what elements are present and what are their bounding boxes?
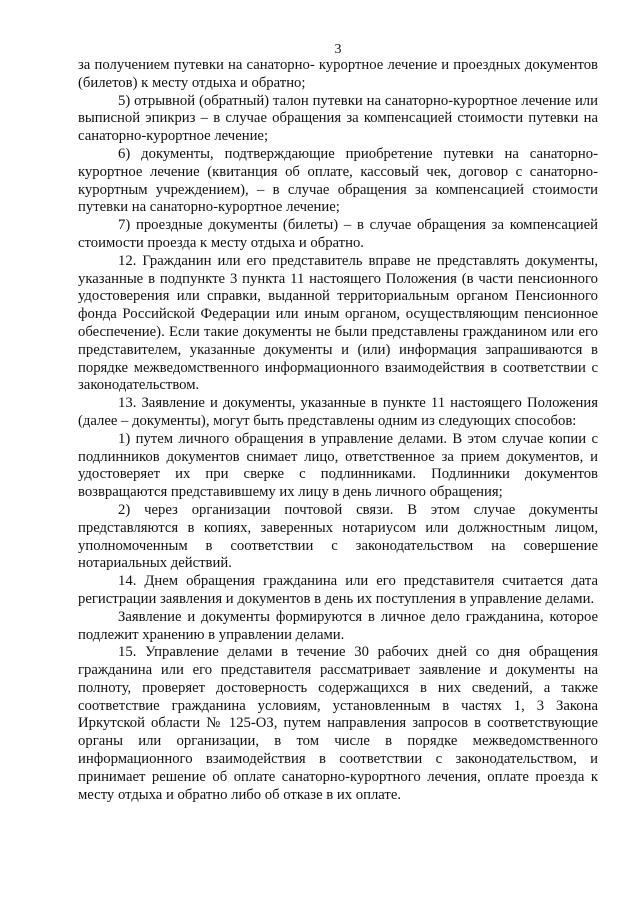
paragraph-item-5: 5) отрывной (обратный) талон путевки на санаторно-курортное лечение или выписной эпикриз – в случае обращения за компенсацией стоимости путевки на санаторно-курортное лечение;: [78, 92, 598, 145]
document-page: [78, 0, 598, 905]
paragraph-clause-13: 13. Заявление и документы, указанные в пункте 11 настоящего Положения (далее – документы), могут быть представлены одним из следующих способов:: [78, 395, 598, 429]
document-body: [78, 57, 598, 804]
paragraph-clause-12: 12. Гражданин или его представитель вправе не представлять документы, указанные в подпункте 3 пункта 11 настоящего Положения (в части пенсионного удостоверения или справки, выданной территориальным органом Пенсионного фонда Российской Федерации или иным органом, осуществляющим пенсионное обеспечение). Если такие документы не были представлены гражданином или его представителем, указанные документы и (или) информация запрашиваются в порядке межведомственного информационного взаимодействия в соответствии с законодательством.: [78, 252, 598, 394]
paragraph-method-1: 1) путем личного обращения в управление делами. В этом случае копии с подлинников документов снимает лицо, ответственное за прием документов, и удостоверяет их при сверке с подлинниками. Подлинники документов возвращаются представившему их лицу в день личного обращения;: [78, 430, 598, 501]
paragraph-item-6: 6) документы, подтверждающие приобретение путевки на санаторно-курортное лечение (квитанция об оплате, кассовый чек, договор с санаторно-курортным учреждением), – в случае обращения за компенсацией стоимости путевки на санаторно-курортное лечение;: [78, 145, 598, 216]
paragraph-clause-14: 14. Днем обращения гражданина или его представителя считается дата регистрации заявления и документов в день их поступления в управление делами.: [78, 573, 598, 607]
paragraph-continuation: за получением путевки на санаторно- курортное лечение и проездных документов (билетов) к месту отдыха и обратно;: [78, 57, 598, 91]
paragraph-item-7: 7) проездные документы (билеты) – в случае обращения за компенсацией стоимости проезда к месту отдыха и обратно.: [78, 217, 598, 251]
paragraph-method-2: 2) через организации почтовой связи. В этом случае документы представляются в копиях, заверенных нотариусом или должностным лицом, уполномоченным в соответствии с законодательством на совершение нотариальных действий.: [78, 501, 598, 572]
page-number: 3: [334, 42, 342, 57]
paragraph-clause-15: 15. Управление делами в течение 30 рабочих дней со дня обращения гражданина или его представителя рассматривает заявление и документы на полноту, проверяет достоверность содержащихся в них сведений, а также соответствие гражданина условиям, установленным в частях 1, 3 Закона Иркутской области № 125-ОЗ, путем направления запросов в соответствующие органы или организации, в том числе в порядке межведомственного информационного взаимодействия в соответствии с законодательством, и принимает решение об оплате санаторно-курортного лечения, оплате проезда к месту отдыха и обратно либо об отказе в их оплате.: [78, 644, 598, 803]
paragraph-personal-file: Заявление и документы формируются в личное дело гражданина, которое подлежит хранению в управлении делами.: [78, 608, 598, 643]
